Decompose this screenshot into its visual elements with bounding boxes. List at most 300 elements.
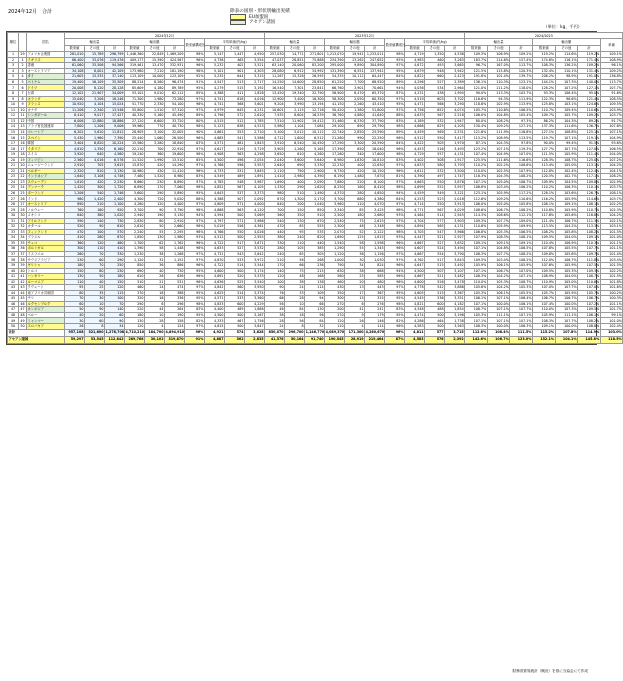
current-value-cell: 90 bbox=[145, 207, 165, 213]
current-value-cell: 85,609 bbox=[125, 85, 145, 91]
ratio-cell: 94.3% bbox=[487, 96, 510, 102]
previous-value-cell: 4,348 bbox=[405, 307, 425, 313]
ratio-cell: 108.7% bbox=[465, 307, 488, 313]
previous-value-cell: 296,700 bbox=[285, 329, 305, 336]
previous-value-cell: 6 bbox=[345, 301, 365, 307]
previous-value-cell: 19,941 bbox=[345, 52, 365, 58]
current-value-cell: 95% bbox=[185, 290, 205, 296]
current-value-cell: 510 bbox=[125, 279, 145, 285]
previous-value-cell: 2,115 bbox=[285, 107, 305, 113]
rank-cell: 16 bbox=[8, 135, 19, 141]
previous-value-cell: 3,330 bbox=[305, 163, 325, 169]
current-value-cell: 86% bbox=[185, 196, 205, 202]
current-value-cell: 96% bbox=[185, 68, 205, 74]
previous-value-cell: 515 bbox=[425, 262, 445, 268]
previous-value-cell: 4,600 bbox=[405, 279, 425, 285]
current-value-cell: 4 bbox=[145, 323, 165, 329]
current-value-cell: 500 bbox=[225, 213, 245, 219]
rank-prev-cell: 46 bbox=[20, 301, 25, 306]
previous-value-cell: 41 bbox=[345, 307, 365, 313]
ratio-cell: 107.1% bbox=[600, 129, 623, 135]
country-cell: 香港 bbox=[27, 63, 65, 69]
ratio-cell: 109.1% bbox=[510, 240, 533, 246]
current-value-cell: 90 bbox=[85, 307, 105, 313]
ratio-cell: 106.0% bbox=[465, 113, 488, 119]
current-value-cell: 560 bbox=[225, 285, 245, 291]
previous-value-cell: 130 bbox=[305, 307, 325, 313]
current-value-cell: 4,692 bbox=[205, 274, 225, 280]
previous-value-cell: 240 bbox=[285, 235, 305, 241]
country-cell: ブラジル bbox=[27, 235, 65, 241]
previous-value-cell: 1,480 bbox=[345, 174, 365, 180]
previous-value-cell: 6,250 bbox=[325, 185, 345, 191]
previous-value-cell: 8,604 bbox=[285, 113, 305, 119]
country-cell: イスラエル bbox=[27, 251, 65, 257]
previous-value-cell: 97% bbox=[385, 96, 405, 102]
rank-cell: 11 bbox=[8, 107, 19, 113]
ratio-cell: 102.5% bbox=[487, 168, 510, 174]
previous-value-cell: 507 bbox=[425, 268, 445, 274]
current-value-cell: 95% bbox=[185, 190, 205, 196]
current-value-cell: 61,060 bbox=[65, 63, 85, 69]
current-value-cell: 1,060 bbox=[145, 135, 165, 141]
group-price: 平均単価(円/kg) bbox=[405, 39, 465, 45]
sub-header-price-main: 数来値 bbox=[405, 45, 425, 51]
previous-value-cell: 11,902 bbox=[285, 118, 305, 124]
previous-value-cell: 3,650 bbox=[265, 152, 285, 158]
previous-value-cell: 2,170 bbox=[305, 196, 325, 202]
previous-value-cell: 58 bbox=[345, 240, 365, 246]
current-value-cell: 890 bbox=[65, 201, 85, 207]
current-value-cell: 124 bbox=[165, 323, 185, 329]
ratio-cell: 96.1% bbox=[600, 63, 623, 69]
previous-value-cell: 1,598 bbox=[365, 240, 385, 246]
current-value-cell: 1,960 bbox=[85, 135, 105, 141]
previous-value-cell: 464 bbox=[425, 318, 445, 324]
sub-header-price-main: 数来値 bbox=[205, 45, 225, 51]
previous-value-cell: 138 bbox=[305, 279, 325, 285]
current-value-cell: 55,800 bbox=[125, 107, 145, 113]
current-value-cell: 730 bbox=[105, 218, 125, 224]
rank-prev-cell: 31 bbox=[20, 218, 25, 223]
ratio-cell: 110.0% bbox=[465, 279, 488, 285]
previous-value-cell: 85 bbox=[285, 224, 305, 230]
rank-cell: 35 bbox=[8, 240, 19, 246]
current-value-cell: 4,741 bbox=[205, 96, 225, 102]
ratio-cell: 121.6% bbox=[465, 129, 488, 135]
previous-value-cell: 84 bbox=[285, 307, 305, 313]
previous-value-cell: 4,663 bbox=[405, 179, 425, 185]
previous-value-cell: 11,267 bbox=[265, 74, 285, 80]
current-value-cell: 4,785 bbox=[205, 179, 225, 185]
ratio-cell: 106.1% bbox=[510, 301, 533, 307]
previous-value-cell: 1,233,011 bbox=[365, 52, 385, 58]
previous-value-cell: 97% bbox=[385, 285, 405, 291]
ratio-cell: 108.1% bbox=[600, 190, 623, 196]
current-value-cell: 4,298 bbox=[245, 152, 265, 158]
ratio-cell: 108.2% bbox=[487, 118, 510, 124]
table-row bbox=[8, 168, 623, 174]
ratio-group-val: 輸出額 bbox=[532, 39, 600, 45]
current-value-cell: 670 bbox=[105, 235, 125, 241]
current-value-cell: 36 bbox=[145, 262, 165, 268]
previous-value-cell: 3,494 bbox=[445, 246, 465, 252]
previous-value-cell: 34 bbox=[345, 262, 365, 268]
current-value-cell: 4,523 bbox=[245, 124, 265, 130]
ratio-cell: 107.7% bbox=[487, 251, 510, 257]
country-cell: クウェート bbox=[27, 285, 65, 291]
ratio-cell: 110.2% bbox=[465, 163, 488, 169]
previous-value-cell: 170 bbox=[265, 262, 285, 268]
ratio-cell: 116.8% bbox=[510, 129, 533, 135]
current-value-cell: 2,940 bbox=[125, 213, 145, 219]
current-value-cell: 7,210 bbox=[145, 68, 165, 74]
current-value-cell: 519 bbox=[225, 146, 245, 152]
ratio-cell: 107.7% bbox=[555, 318, 578, 324]
ratio-cell: 105.9% bbox=[510, 262, 533, 268]
current-value-cell: 640 bbox=[65, 213, 85, 219]
current-value-cell: 95% bbox=[185, 268, 205, 274]
previous-value-cell: 7,880 bbox=[325, 179, 345, 185]
current-value-cell: 3,647 bbox=[245, 323, 265, 329]
ratio-cell: 110.8% bbox=[532, 207, 555, 213]
ratio-cell: 109.7% bbox=[578, 251, 601, 257]
sub-header-price-other: その他 bbox=[225, 45, 245, 51]
ratio-cell: 116.6% bbox=[510, 157, 533, 163]
current-value-cell: 1,980 bbox=[145, 96, 165, 102]
current-value-cell: 2,835 bbox=[245, 336, 265, 343]
ratio-cell: 107.0% bbox=[510, 268, 533, 274]
current-value-cell: 3,374 bbox=[245, 290, 265, 296]
ratio-cell: 86.2% bbox=[532, 118, 555, 124]
current-value-cell: 80% bbox=[185, 118, 205, 124]
ratio-cell: 109.5% bbox=[532, 268, 555, 274]
current-value-cell: 290 bbox=[125, 301, 145, 307]
current-value-cell: 4,515 bbox=[205, 118, 225, 124]
ratio-cell: 100.0% bbox=[487, 323, 510, 329]
previous-value-cell: 680 bbox=[345, 196, 365, 202]
current-value-cell: 600 bbox=[225, 301, 245, 307]
current-value-cell: 2,295 bbox=[165, 229, 185, 235]
rank-cell: 7 bbox=[8, 85, 19, 91]
current-value-cell: 336 bbox=[165, 296, 185, 302]
ratio-cell: 106.5% bbox=[510, 229, 533, 235]
previous-value-cell: 2,348 bbox=[365, 224, 385, 230]
ratio-cell: 99.4% bbox=[555, 140, 578, 146]
previous-value-cell: 10,112 bbox=[345, 74, 365, 80]
ratio-cell: 120.3% bbox=[510, 68, 533, 74]
current-value-cell: 82% bbox=[185, 318, 205, 324]
rank-cell: 2 bbox=[8, 57, 19, 63]
previous-value-cell: 4,647 bbox=[405, 262, 425, 268]
table-row bbox=[8, 113, 623, 119]
country-cell: タイ bbox=[27, 74, 65, 80]
ratio-cell: 119.7% bbox=[532, 135, 555, 141]
country-cell: アラブ首長国連邦 bbox=[27, 124, 65, 130]
previous-value-cell: 3,715 bbox=[445, 329, 465, 336]
rank-cell: 21 bbox=[8, 163, 19, 169]
ratio-cell: 100.2% bbox=[600, 290, 623, 296]
current-value-cell: 8,890 bbox=[165, 179, 185, 185]
previous-value-cell: 98% bbox=[385, 185, 405, 191]
previous-value-cell: 4,762 bbox=[405, 257, 425, 263]
table-row bbox=[8, 135, 623, 141]
ratio-cell: 107.9% bbox=[510, 168, 533, 174]
ratio-cell: 98.9% bbox=[555, 74, 578, 80]
current-value-cell: 531 bbox=[225, 168, 245, 174]
previous-value-cell: 210 bbox=[265, 257, 285, 263]
current-value-cell: 15,560 bbox=[125, 140, 145, 146]
previous-value-cell: 4,459 bbox=[405, 190, 425, 196]
rank-prev-cell: 41 bbox=[20, 274, 25, 279]
current-value-cell: 4,105 bbox=[245, 185, 265, 191]
current-value-cell: 96% bbox=[185, 279, 205, 285]
ratio-cell: 117.1% bbox=[578, 174, 601, 180]
current-value-cell: 2,717 bbox=[245, 79, 265, 85]
current-value-cell: 53,102 bbox=[125, 91, 145, 97]
current-value-cell: 474 bbox=[165, 285, 185, 291]
current-value-cell: 3,540 bbox=[245, 279, 265, 285]
previous-value-cell: 8,980 bbox=[325, 157, 345, 163]
previous-value-cell: 668 bbox=[365, 268, 385, 274]
rank-prev-cell: 23 bbox=[20, 179, 25, 184]
current-value-cell: 40 bbox=[145, 268, 165, 274]
current-value-cell: 5,123 bbox=[205, 124, 225, 130]
country-cell: ミャンマー bbox=[27, 318, 65, 324]
previous-value-cell: 4 bbox=[345, 323, 365, 329]
ratio-cell: 90.0% bbox=[532, 140, 555, 146]
current-value-cell: 32 bbox=[145, 257, 165, 263]
rank-prev-cell: 33 bbox=[20, 229, 25, 234]
ratio-cell: 106.1% bbox=[487, 290, 510, 296]
ratio-cell: 109.2% bbox=[578, 113, 601, 119]
previous-value-cell: 29,790 bbox=[365, 124, 385, 130]
rank-prev-cell: 5 bbox=[19, 79, 27, 85]
country-cell: インド bbox=[27, 196, 65, 202]
ratio-cell: 109.5% bbox=[532, 235, 555, 241]
ratio-cell: 125.0% bbox=[578, 157, 601, 163]
ratio-cell: 107.1% bbox=[465, 268, 488, 274]
ratio-cell: 106.8% bbox=[465, 185, 488, 191]
current-value-cell: 2,340 bbox=[85, 107, 105, 113]
current-value-cell: 4,388 bbox=[205, 91, 225, 97]
current-value-cell: 410 bbox=[65, 235, 85, 241]
ratio-cell: 107.6% bbox=[600, 124, 623, 130]
current-value-cell: 80 bbox=[65, 290, 85, 296]
country-cell: フランス bbox=[27, 102, 65, 108]
period-header-previous: 2023年12月 bbox=[265, 33, 465, 39]
ratio-cell: 106.7% bbox=[555, 296, 578, 302]
ratio-cell: 157.4% bbox=[510, 57, 533, 63]
current-value-cell: 430 bbox=[145, 168, 165, 174]
current-value-cell: 9,010 bbox=[145, 91, 165, 97]
current-value-cell: 14,290 bbox=[165, 163, 185, 169]
previous-value-cell: 94% bbox=[385, 85, 405, 91]
table-row bbox=[8, 79, 623, 85]
color-legend bbox=[230, 14, 275, 25]
current-value-cell: 98% bbox=[185, 52, 205, 58]
ratio-cell: 110.1% bbox=[555, 68, 578, 74]
previous-value-cell: 3,478 bbox=[445, 279, 465, 285]
rank-prev-cell: 10 bbox=[20, 107, 25, 112]
current-value-cell: 6,600 bbox=[145, 118, 165, 124]
rank-cell: 26 bbox=[8, 190, 19, 196]
previous-value-cell: 20,590 bbox=[365, 140, 385, 146]
period-header-ratio: 2024/2023 bbox=[465, 33, 623, 39]
ratio-cell: 108.7% bbox=[510, 279, 533, 285]
table-row bbox=[8, 118, 623, 124]
ratio-cell: 132.4% bbox=[532, 68, 555, 74]
current-value-cell: 465 bbox=[225, 57, 245, 63]
rank-prev-cell: 13 bbox=[20, 124, 25, 129]
ratio-cell: 108.2% bbox=[510, 207, 533, 213]
current-value-cell: 3,532 bbox=[245, 246, 265, 252]
ratio-cell: 102.1% bbox=[600, 218, 623, 224]
previous-value-cell: 3,665 bbox=[445, 63, 465, 69]
ratio-cell: 137.3% bbox=[532, 124, 555, 130]
previous-value-cell: 3,886 bbox=[445, 285, 465, 291]
ratio-cell: 112.6% bbox=[465, 196, 488, 202]
country-cell: オランダ bbox=[27, 96, 65, 102]
current-value-cell: 3,167 bbox=[245, 312, 265, 318]
current-value-cell: 62,112 bbox=[165, 91, 185, 97]
ratio-cell: 108.2% bbox=[510, 251, 533, 257]
ratio-cell: 101.5% bbox=[600, 229, 623, 235]
previous-value-cell: 6,512 bbox=[305, 135, 325, 141]
current-value-cell: 4,766 bbox=[205, 163, 225, 169]
previous-value-cell: 532 bbox=[425, 168, 445, 174]
ratio-cell: 107.8% bbox=[532, 246, 555, 252]
rank-prev-cell: 43 bbox=[20, 285, 25, 290]
current-value-cell: 13,510 bbox=[165, 157, 185, 163]
previous-value-cell: 98% bbox=[385, 152, 405, 158]
current-value-cell: 62 bbox=[145, 240, 165, 246]
previous-value-cell: 2,389 bbox=[445, 79, 465, 85]
previous-value-cell: 532 bbox=[425, 118, 445, 124]
ratio-cell: 107.4% bbox=[532, 301, 555, 307]
table-row bbox=[8, 124, 623, 130]
previous-value-cell: 1,490 bbox=[305, 190, 325, 196]
previous-value-cell: 96% bbox=[385, 262, 405, 268]
ratio-cell: 87.1% bbox=[465, 140, 488, 146]
current-value-cell: 5,600 bbox=[125, 190, 145, 196]
current-value-cell: 320 bbox=[125, 296, 145, 302]
previous-value-cell: 4,712 bbox=[265, 135, 285, 141]
previous-value-cell: 990 bbox=[345, 135, 365, 141]
ratio-cell: 107.8% bbox=[555, 329, 578, 336]
previous-value-cell: 66 bbox=[285, 262, 305, 268]
current-value-cell: 130 bbox=[145, 235, 165, 241]
country-cell: インドネシア bbox=[27, 174, 65, 180]
current-value-cell: 32,005 bbox=[165, 129, 185, 135]
ratio-cell: 93.3% bbox=[532, 91, 555, 97]
previous-value-cell: 1,815 bbox=[365, 235, 385, 241]
current-value-cell: 19,400 bbox=[65, 79, 85, 85]
ratio-cell: 144.1% bbox=[532, 79, 555, 85]
ratio-cell: 113.7% bbox=[600, 79, 623, 85]
rank-cell: 29 bbox=[8, 207, 19, 213]
sub-header-val-other: その他 bbox=[345, 45, 365, 51]
previous-value-cell: 535 bbox=[305, 229, 325, 235]
rank-prev-cell: 4 bbox=[19, 74, 27, 80]
previous-value-cell: 38 bbox=[345, 268, 365, 274]
previous-value-cell: 560 bbox=[265, 213, 285, 219]
current-value-cell: 4,549 bbox=[205, 174, 225, 180]
current-value-cell: 2,092 bbox=[245, 196, 265, 202]
ratio-cell: 122.3% bbox=[532, 96, 555, 102]
ratio-cell: 97.3% bbox=[510, 118, 533, 124]
current-value-cell: 50 bbox=[85, 274, 105, 280]
previous-value-cell: 652 bbox=[425, 107, 445, 113]
previous-value-cell: 350 bbox=[325, 290, 345, 296]
previous-value-cell: 4,474 bbox=[405, 312, 425, 318]
previous-value-cell: 76 bbox=[265, 290, 285, 296]
previous-value-cell: 56 bbox=[285, 318, 305, 324]
previous-value-cell: 234,390 bbox=[325, 57, 345, 63]
previous-value-cell: 3,107 bbox=[445, 268, 465, 274]
ratio-cell: 106.1% bbox=[465, 296, 488, 302]
current-value-cell: 4,547 bbox=[205, 79, 225, 85]
ratio-cell: 105.3% bbox=[510, 285, 533, 291]
ratio-cell: 105.3% bbox=[465, 290, 488, 296]
previous-value-cell: 385 bbox=[305, 246, 325, 252]
current-value-cell: 296 bbox=[165, 301, 185, 307]
current-value-cell: 40 bbox=[65, 312, 85, 318]
previous-value-cell: 550 bbox=[425, 201, 445, 207]
ratio-cell: 96.7% bbox=[465, 63, 488, 69]
current-value-cell: 38 bbox=[145, 251, 165, 257]
current-value-cell: 770 bbox=[145, 124, 165, 130]
previous-value-cell: 4,756 bbox=[405, 107, 425, 113]
current-value-cell: 8,410 bbox=[65, 113, 85, 119]
current-value-cell: 21,605 bbox=[65, 74, 85, 80]
current-value-cell: 5,160 bbox=[145, 113, 165, 119]
previous-value-cell: 47,037 bbox=[265, 57, 285, 63]
current-value-cell: 4,710,210 bbox=[125, 330, 145, 335]
current-value-cell: 98% bbox=[185, 207, 205, 213]
group-price: 平均単価(円/kg) bbox=[205, 39, 265, 45]
ratio-cell: 108.1% bbox=[532, 201, 555, 207]
ratio-cell: 106.8% bbox=[465, 229, 488, 235]
ratio-cell: 119.2% bbox=[532, 52, 555, 58]
current-value-cell: 2,320 bbox=[65, 168, 85, 174]
previous-value-cell: 41,576 bbox=[265, 336, 285, 343]
current-value-cell: 35 bbox=[85, 290, 105, 296]
rank-prev-cell: 50 bbox=[20, 324, 25, 329]
ratio-cell: 136.2% bbox=[555, 63, 578, 69]
previous-value-cell: 268 bbox=[305, 257, 325, 263]
sub-header-qty-total: 計 bbox=[105, 45, 125, 51]
previous-value-cell: 93% bbox=[385, 213, 405, 219]
table-row bbox=[8, 91, 623, 97]
country-cell: カンボジア bbox=[27, 307, 65, 313]
previous-value-cell: 84% bbox=[385, 74, 405, 80]
previous-value-cell: 514 bbox=[425, 213, 445, 219]
ratio-cell: 107.1% bbox=[555, 135, 578, 141]
previous-value-cell: 1,947 bbox=[445, 118, 465, 124]
previous-value-cell: 4,605 bbox=[405, 290, 425, 296]
previous-value-cell: 515 bbox=[425, 290, 445, 296]
ratio-sub-qty-other: その他 bbox=[487, 45, 510, 51]
rank-prev-cell: 34 bbox=[20, 235, 25, 240]
previous-value-cell: 280 bbox=[265, 246, 285, 252]
current-value-cell: 86,400 bbox=[65, 57, 85, 63]
rank-cell: 3 bbox=[8, 63, 19, 69]
current-value-cell: 158 bbox=[165, 318, 185, 324]
previous-value-cell: 150 bbox=[285, 207, 305, 213]
current-value-cell: 30,102 bbox=[145, 336, 165, 343]
current-value-cell: 2,330 bbox=[145, 102, 165, 108]
